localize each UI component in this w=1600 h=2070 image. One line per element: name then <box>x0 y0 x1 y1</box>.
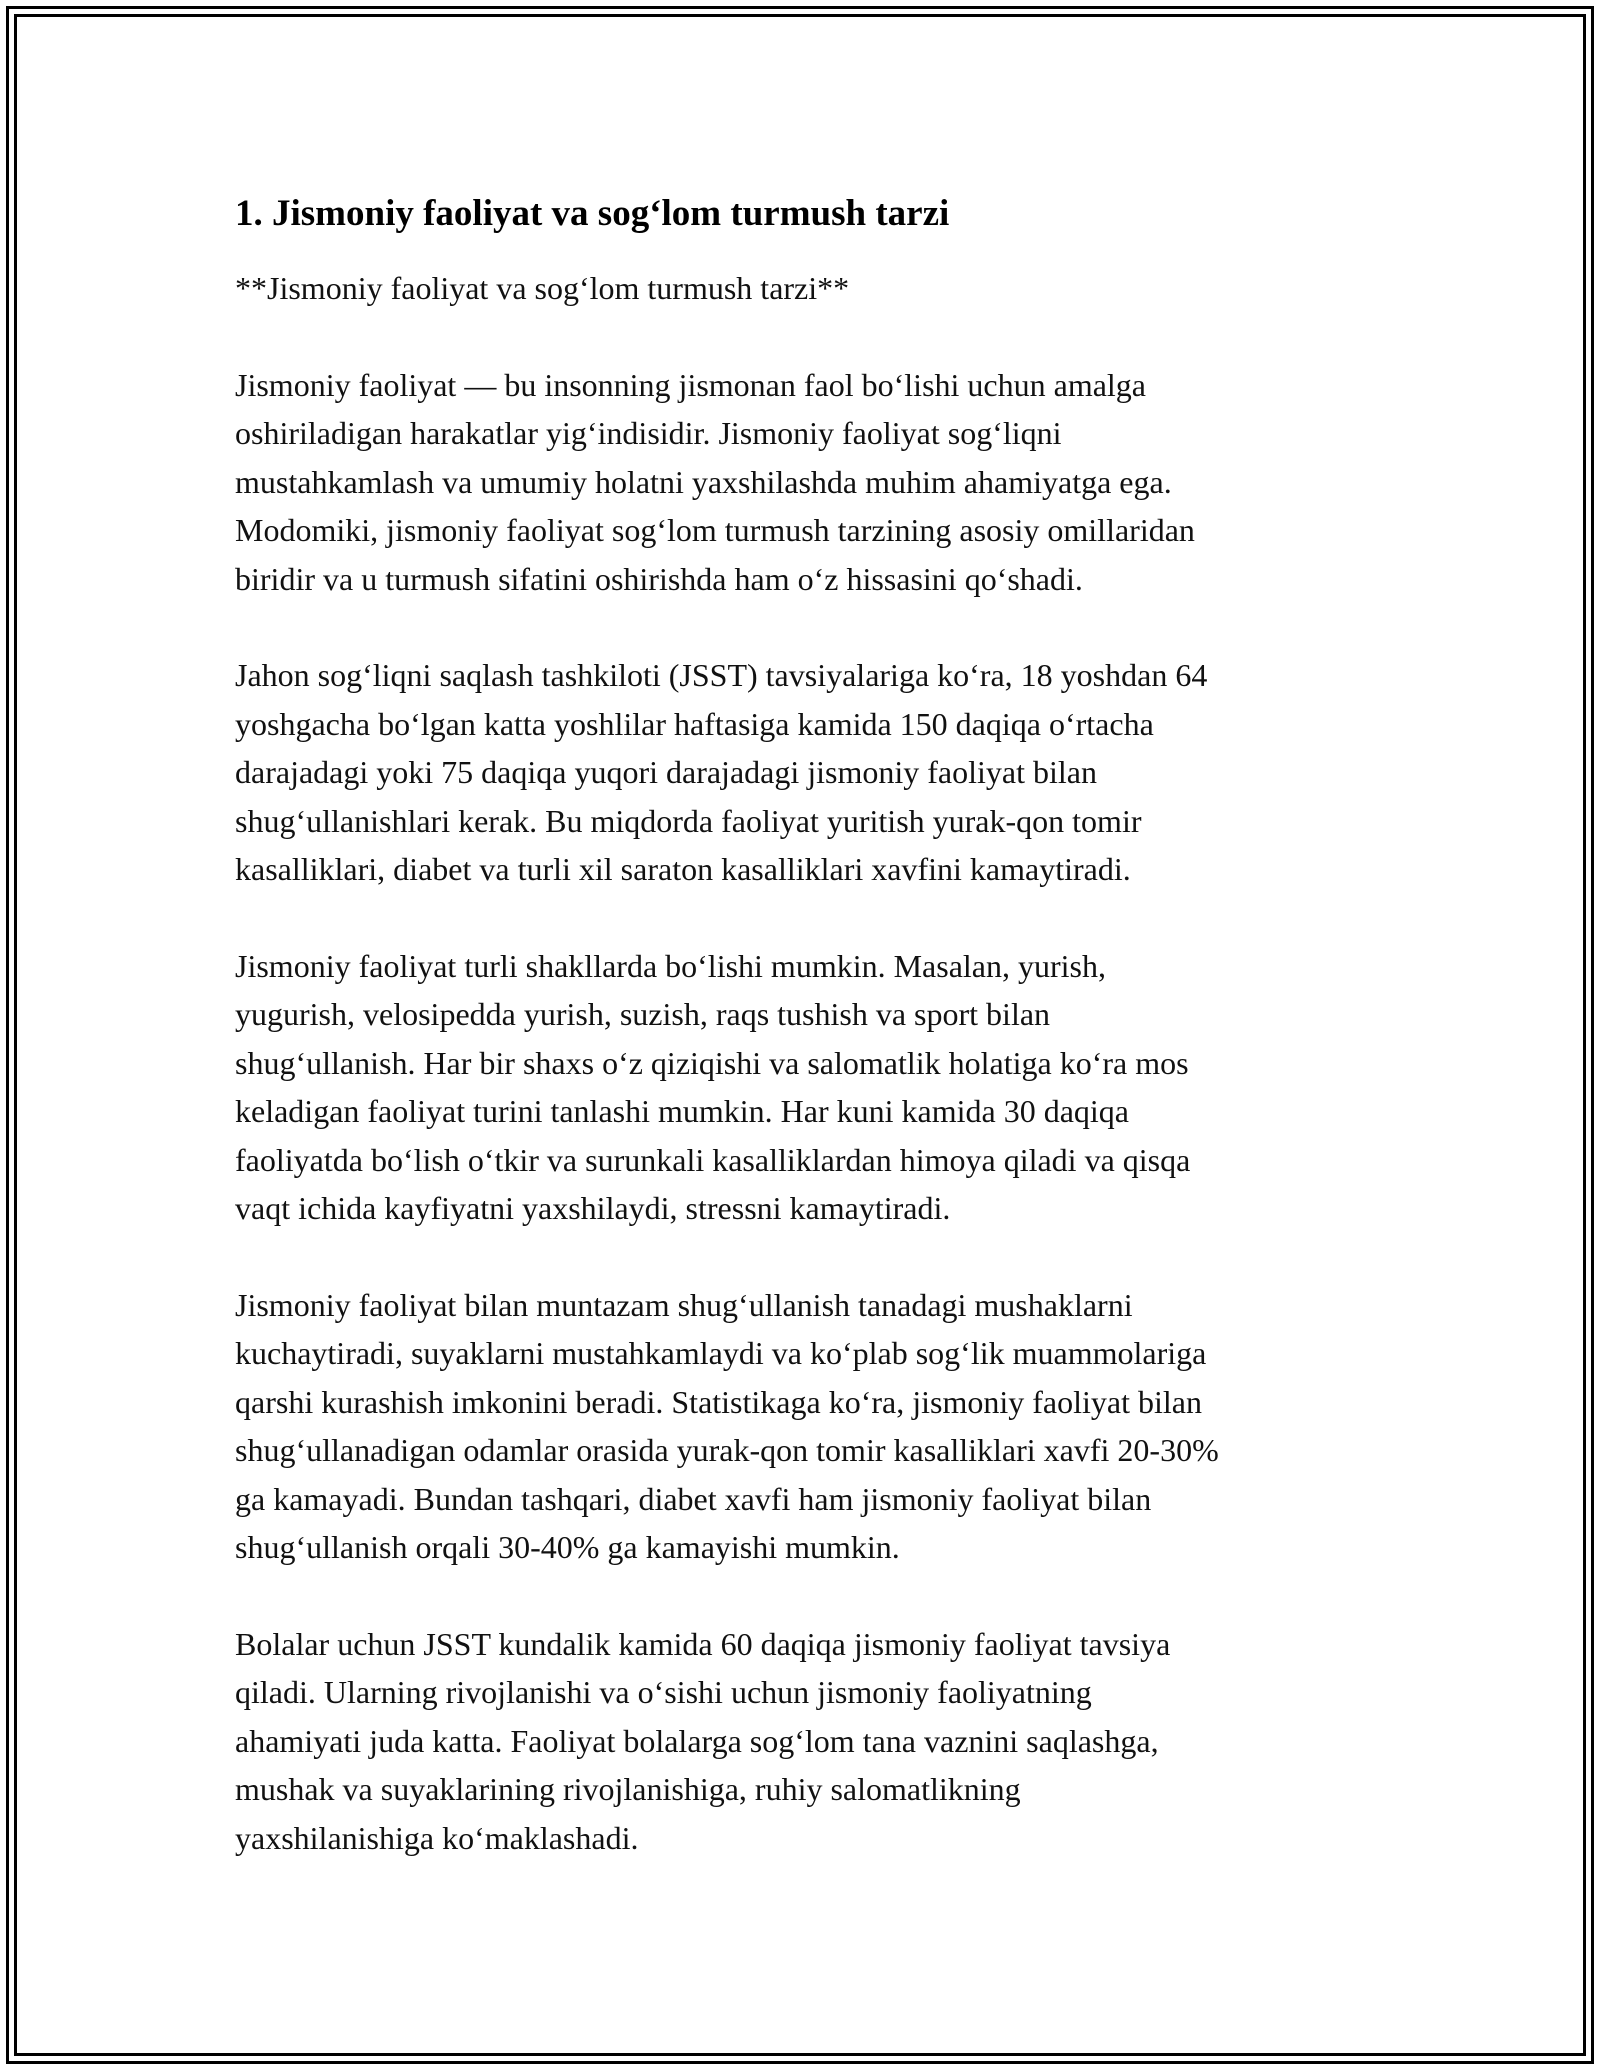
paragraph-line: shug‘ullanish orqali 30-40% ga kamayishi mumkin. <box>235 1529 900 1565</box>
paragraph-line: Jahon sog‘liqni saqlash tashkiloti (JSST) tavsiyalariga ko‘ra, 18 yoshdan 64 <box>235 657 1208 693</box>
paragraph-list <box>235 361 1370 1863</box>
paragraph-line: faoliyatda bo‘lish o‘tkir va surunkali kasalliklardan himoya qiladi va qisqa <box>235 1141 1191 1178</box>
paragraph-line: shug‘ullanishlari kerak. Bu miqdorda faoliyat yuritish yurak-qon tomir <box>235 802 1142 839</box>
paragraph-line: qarshi kurashish imkonini beradi. Statistikaga ko‘ra, jismoniy faoliyat bilan <box>235 1383 1202 1420</box>
paragraph-line: Jismoniy faoliyat — bu insonning jismonan faol bo‘lishi uchun amalga <box>235 366 1146 403</box>
paragraph-line: keladigan faoliyat turini tanlashi mumkin. Har kuni kamida 30 daqiqa <box>235 1093 1129 1129</box>
paragraph-line: kuchaytiradi, suyaklarni mustahkamlaydi va ko‘plab sog‘lik muammolariga <box>235 1335 1207 1371</box>
paragraph-line: ga kamayadi. Bundan tashqari, diabet xavfi ham jismoniy faoliyat bilan <box>235 1480 1152 1517</box>
paragraph <box>235 361 1370 604</box>
paragraph <box>235 1620 1370 1863</box>
paragraph-line: biridir va u turmush sifatini oshirishda ham o‘z hissasini qo‘shadi. <box>235 560 1083 597</box>
paragraph-line: shug‘ullanish. Har bir shaxs o‘z qiziqishi va salomatlik holatiga ko‘ra mos <box>235 1044 1189 1081</box>
paragraph-line: oshiriladigan harakatlar yig‘indisidir. Jismoniy faoliyat sog‘liqni <box>235 415 1062 451</box>
paragraph-line: qiladi. Ularning rivojlanishi va o‘sishi uchun jismoniy faoliyatning <box>235 1674 1092 1710</box>
paragraph <box>235 942 1370 1233</box>
section-heading: 1. Jismoniy faoliyat va sog‘lom turmush tarzi <box>235 193 950 234</box>
paragraph-line: ahamiyati juda katta. Faoliyat bolalarga sog‘lom tana vaznini saqlashga, <box>235 1722 1159 1759</box>
paragraph-line: yugurish, velosipedda yurish, suzish, raqs tushish va sport bilan <box>235 996 1051 1032</box>
paragraph-line: mustahkamlash va umumiy holatni yaxshilashda muhim ahamiyatga ega. <box>235 463 1172 500</box>
paragraph-line: shug‘ullanadigan odamlar orasida yurak-qon tomir kasalliklari xavfi 20-30% <box>235 1432 1219 1468</box>
paragraph-line: Jismoniy faoliyat bilan muntazam shug‘ullanish tanadagi mushaklarni <box>235 1286 1133 1323</box>
paragraph-line: Jismoniy faoliyat turli shakllarda bo‘lishi mumkin. Masalan, yurish, <box>235 947 1106 984</box>
paragraph-line: yaxshilanishiga ko‘maklashadi. <box>235 1819 639 1856</box>
paragraph-line: yoshgacha bo‘lgan katta yoshlilar haftasiga kamida 150 daqiqa o‘rtacha <box>235 705 1154 742</box>
paragraph-line: darajadagi yoki 75 daqiqa yuqori darajadagi jismoniy faoliyat bilan <box>235 754 1097 790</box>
paragraph <box>235 651 1370 894</box>
paragraph <box>235 1281 1370 1572</box>
paragraph-line: Bolalar uchun JSST kundalik kamida 60 daqiqa jismoniy faoliyat tavsiya <box>235 1625 1171 1662</box>
paragraph-line: mushak va suyaklarining rivojlanishiga, ruhiy salomatlikning <box>235 1771 1021 1807</box>
paragraph-line: vaqt ichida kayfiyatni yaxshilaydi, stressni kamaytiradi. <box>235 1190 951 1226</box>
section-subtitle: **Jismoniy faoliyat va sog‘lom turmush tarzi** <box>235 270 850 306</box>
document-body <box>235 186 1370 1862</box>
paragraph-line: kasalliklari, diabet va turli xil saraton kasalliklari xavfini kamaytiradi. <box>235 851 1131 887</box>
paragraph-line: Modomiki, jismoniy faoliyat sog‘lom turmush tarzining asosiy omillaridan <box>235 512 1195 548</box>
